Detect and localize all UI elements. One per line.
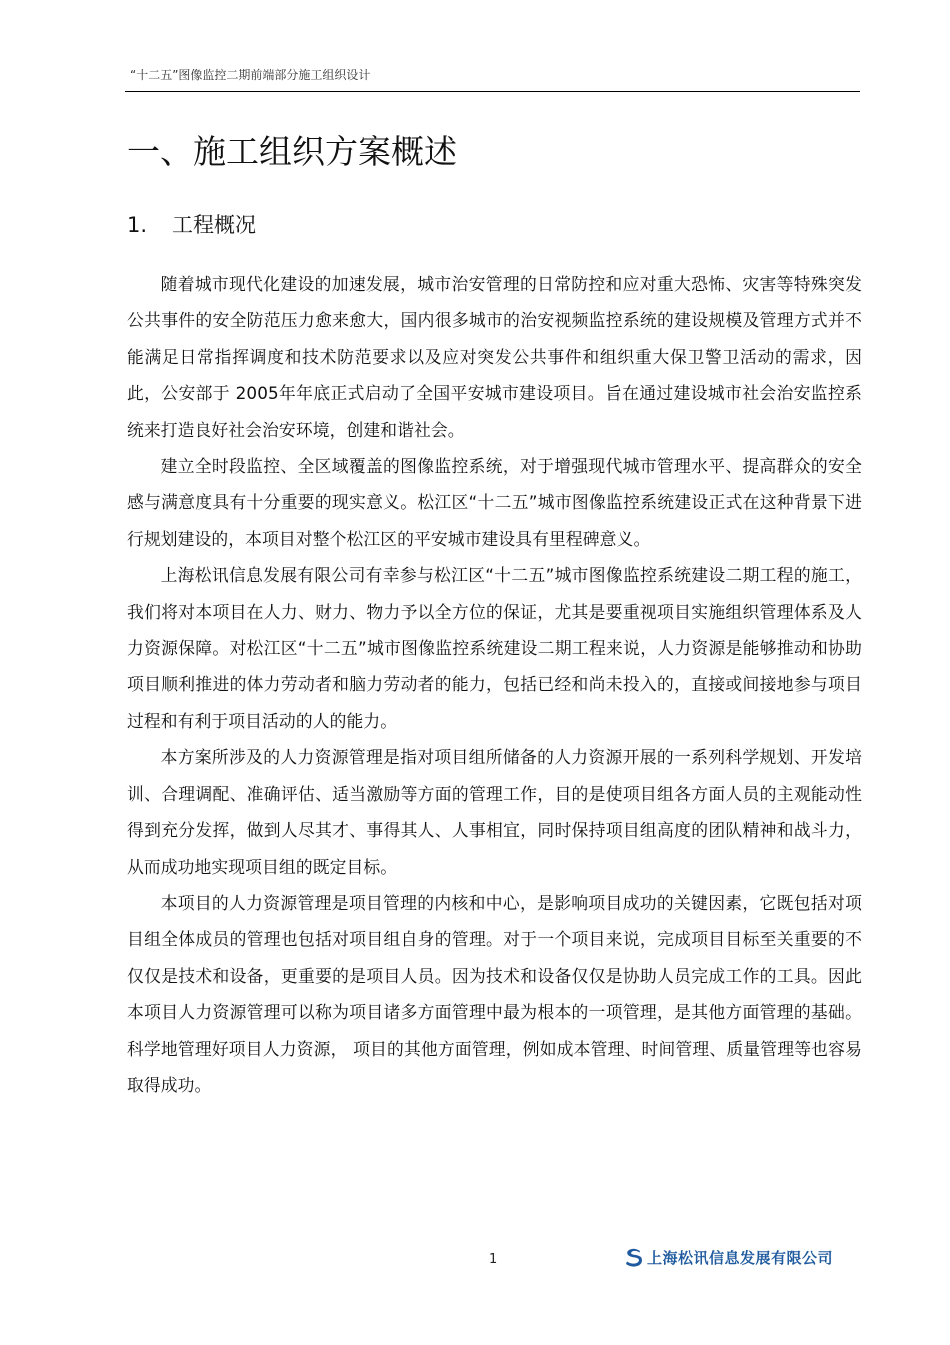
body-text: [127, 266, 862, 1103]
section-heading: [127, 209, 256, 239]
header-divider: [125, 91, 860, 92]
paragraph: 随着城市现代化建设的加速发展，城市治安管理的日常防控和应对重大恐怖、灾害等特殊突发公共事件的安全防范压力愈来愈大，国内很多城市的治安视频监控系统的建设规模及管理方式并不能满足日常指挥调度和技术防范要求以及应对突发公共事件和组织重大保卫警卫活动的需求，因此，公安部于 2005年年底正式启动了全国平安城市建设项目。旨在通过建设城市社会治安监控系统来打造良好社会治安环境，创建和谐社会。: [127, 274, 862, 440]
page-number: 1: [489, 1252, 498, 1267]
section-number: 1.: [127, 213, 148, 237]
paragraph: 本项目的人力资源管理是项目管理的内核和中心，是影响项目成功的关键因素，它既包括对项目组全体成员的管理也包括对项目组自身的管理。对于一个项目来说，完成项目目标至关重要的不仅仅是技术和设备，更重要的是项目人员。因为技术和设备仅仅是协助人员完成工作的工具。因此本项目人力资源管理可以称为项目诸多方面管理中最为根本的一项管理，是其他方面管理的基础。科学地管理好项目人力资源， 项目的其他方面管理，例如成本管理、时间管理、质量管理等也容易取得成功。: [127, 892, 862, 1095]
company-logo: [625, 1246, 833, 1268]
paragraph: 建立全时段监控、全区域覆盖的图像监控系统，对于增强现代城市管理水平、提高群众的安全感与满意度具有十分重要的现实意义。松江区“十二五”城市图像监控系统建设正式在这种背景下进行规划建设的，本项目对整个松江区的平安城市建设具有里程碑意义。: [127, 456, 862, 549]
s-logo-icon: [625, 1247, 643, 1267]
header-title: “十二五”图像监控二期前端部分施工组织设计: [130, 68, 371, 82]
paragraph: 上海松讯信息发展有限公司有幸参与松江区“十二五”城市图像监控系统建设二期工程的施工，我们将对本项目在人力、财力、物力予以全方位的保证，尤其是要重视项目实施组织管理体系及人力资源保障。对松江区“十二五”城市图像监控系统建设二期工程来说，人力资源是能够推动和协助项目顺利推进的体力劳动者和脑力劳动者的能力，包括已经和尚未投入的，直接或间接地参与项目过程和有利于项目活动的人的能力。: [127, 565, 862, 731]
company-name: 上海松讯信息发展有限公司: [647, 1248, 834, 1267]
paragraph: 本方案所涉及的人力资源管理是指对项目组所储备的人力资源开展的一系列科学规划、开发培训、合理调配、准确评估、适当激励等方面的管理工作，目的是使项目组各方面人员的主观能动性得到充分发挥，做到人尽其才、事得其人、人事相宜，同时保持项目组高度的团队精神和战斗力，从而成功地实现项目组的既定目标。: [127, 747, 862, 877]
chapter-title: 一、施工组织方案概述: [127, 132, 457, 171]
section-title: 工程概况: [172, 213, 256, 237]
